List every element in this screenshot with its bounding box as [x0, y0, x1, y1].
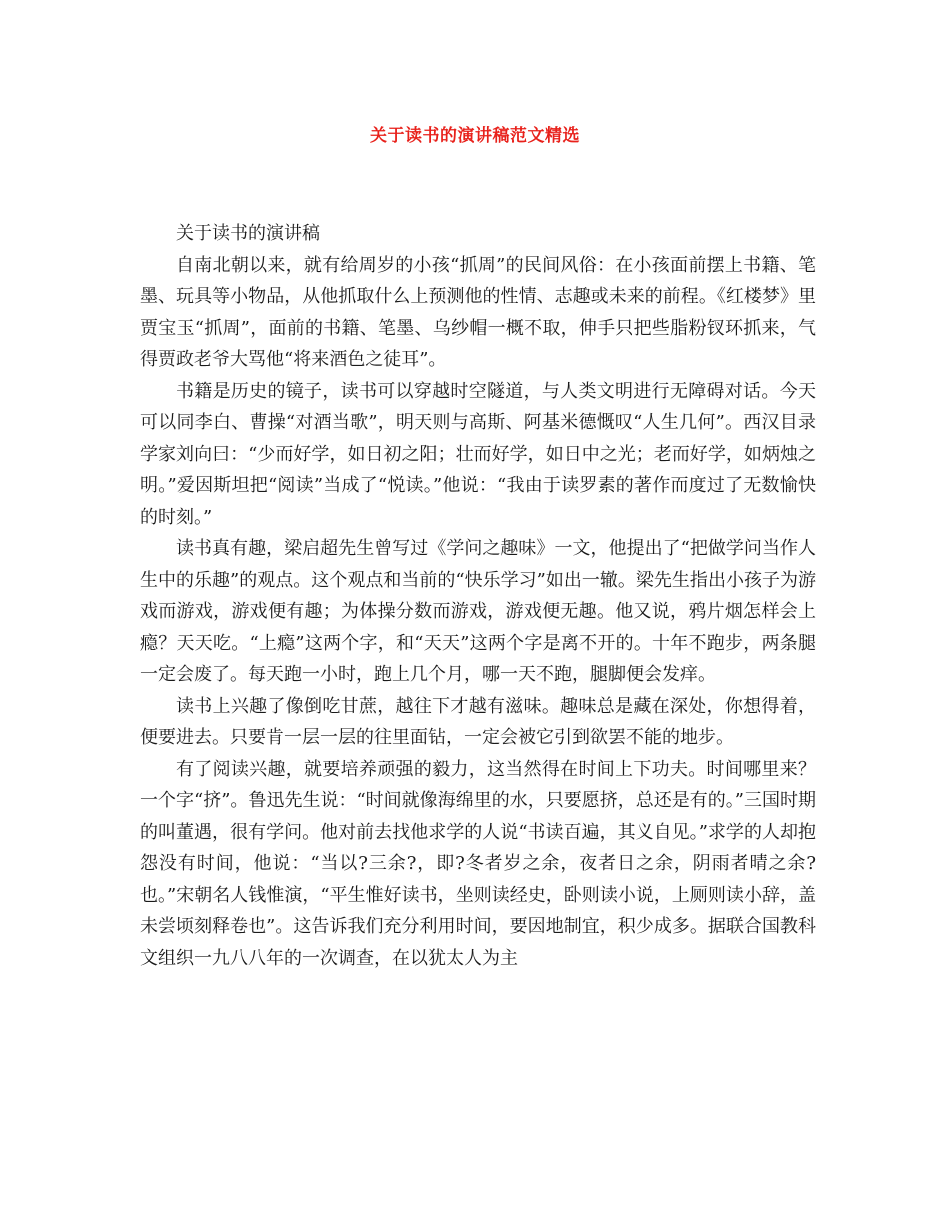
paragraph: 读书真有趣，梁启超先生曾写过《学问之趣味》一文，他提出了“把做学问当作人生中的乐趣”的观点。这个观点和当前的“快乐学习”如出一辙。梁先生指出小孩子为游戏而游戏，游戏便有趣；为体操分数而游戏，游戏便无趣。他又说，鸦片烟怎样会上瘾？天天吃。“上瘾”这两个字，和“天天”这两个字是离不开的。十年不跑步，两条腿一定会废了。每天跑一小时，跑上几个月，哪一天不跑，腿脚便会发痒。 — [140, 538, 816, 685]
paragraph: 有了阅读兴趣，就要培养顽强的毅力，这当然得在时间上下功夫。时间哪里来？一个字“挤”。鲁迅先生说：“时间就像海绵里的水，只要愿挤，总还是有的。”三国时期的叫董遇，很有学问。他对前去找他求学的人说“书读百遍，其义自见。”求学的人却抱怨没有时间，他说：“当以?三余?，即?冬者岁之余，夜者日之余，阴雨者晴之余?也。”宋朝名人钱惟演，“平生惟好读书，坐则读经史，卧则读小说，上厕则读小辞，盖未尝顷刻释卷也”。这告诉我们充分利用时间，要因地制宜，积少成多。据联合国教科文组织一九八八年的一次调查，在以犹太人为主 — [140, 758, 816, 969]
document-title: 关于读书的演讲稿范文精选 — [370, 126, 580, 146]
paragraph-subtitle: 关于读书的演讲稿 — [176, 223, 320, 244]
document-body — [140, 218, 816, 974]
paragraph: 读书上兴趣了像倒吃甘蔗，越往下才越有滋味。趣味总是藏在深处，你想得着，便要进去。只要肯一层一层的往里面钻，一定会被它引到欲罢不能的地步。 — [140, 695, 816, 748]
paragraph: 书籍是历史的镜子，读书可以穿越时空隧道，与人类文明进行无障碍对话。今天可以同李白、曹操“对酒当歌”，明天则与高斯、阿基米德慨叹“人生几何”。西汉目录学家刘向曰：“少而好学，如日初之阳；壮而好学，如日中之光；老而好学，如炳烛之明。”爱因斯坦把“阅读”当成了“悦读。”他说：“我由于读罗素的著作而度过了无数愉快的时刻。” — [140, 380, 816, 528]
paragraph: 自南北朝以来，就有给周岁的小孩“抓周”的民间风俗：在小孩面前摆上书籍、笔墨、玩具等小物品，从他抓取什么上预测他的性情、志趣或未来的前程。《红楼梦》里贾宝玉“抓周”，面前的书籍、笔墨、乌纱帽一概不取，伸手只把些脂粉钗环抓来，气得贾政老爷大骂他“将来酒色之徒耳”。 — [140, 254, 816, 370]
